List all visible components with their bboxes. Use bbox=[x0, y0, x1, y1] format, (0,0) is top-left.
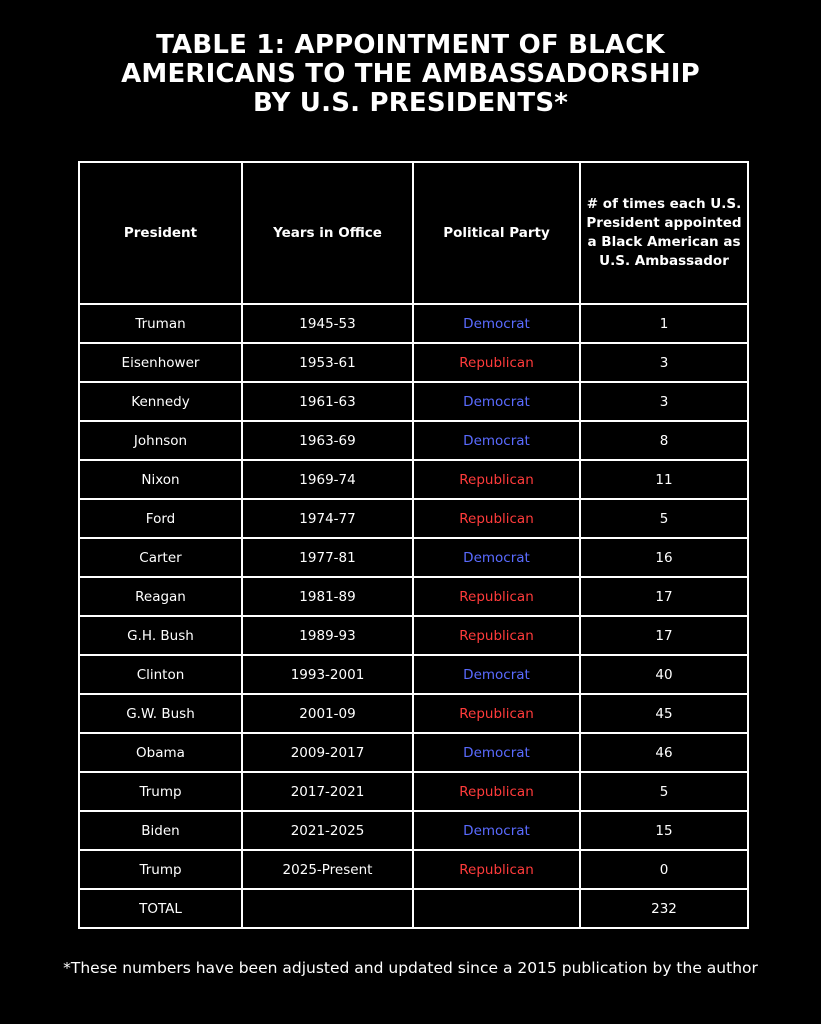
cell-years: 1977-81 bbox=[242, 538, 413, 577]
table-body bbox=[79, 304, 748, 889]
cell-count: 46 bbox=[580, 733, 748, 772]
cell-count: 1 bbox=[580, 304, 748, 343]
table-total-row bbox=[79, 889, 748, 928]
table-row bbox=[79, 304, 748, 343]
title-line-2: AMERICANS TO THE AMBASSADORSHIP bbox=[121, 59, 700, 89]
cell-count: 40 bbox=[580, 655, 748, 694]
cell-party: Democrat bbox=[413, 538, 580, 577]
cell-party: Republican bbox=[413, 577, 580, 616]
cell-president: Reagan bbox=[79, 577, 242, 616]
cell-president: Trump bbox=[79, 772, 242, 811]
cell-count: 16 bbox=[580, 538, 748, 577]
cell-years: 1981-89 bbox=[242, 577, 413, 616]
page-title bbox=[0, 31, 821, 118]
table-row bbox=[79, 655, 748, 694]
cell-party: Democrat bbox=[413, 655, 580, 694]
cell-years: 1993-2001 bbox=[242, 655, 413, 694]
cell-count: 11 bbox=[580, 460, 748, 499]
ambassador-appointments-table bbox=[78, 161, 749, 929]
table-row bbox=[79, 577, 748, 616]
total-label: TOTAL bbox=[79, 889, 242, 928]
cell-president: Kennedy bbox=[79, 382, 242, 421]
table-row bbox=[79, 460, 748, 499]
cell-president: Johnson bbox=[79, 421, 242, 460]
cell-years: 1989-93 bbox=[242, 616, 413, 655]
table-row bbox=[79, 811, 748, 850]
cell-years: 1953-61 bbox=[242, 343, 413, 382]
cell-party: Democrat bbox=[413, 382, 580, 421]
cell-party: Republican bbox=[413, 499, 580, 538]
table-row bbox=[79, 850, 748, 889]
table-row bbox=[79, 772, 748, 811]
table-row bbox=[79, 343, 748, 382]
header-years-in-office: Years in Office bbox=[242, 162, 413, 304]
table-row bbox=[79, 382, 748, 421]
cell-years: 2001-09 bbox=[242, 694, 413, 733]
cell-party: Republican bbox=[413, 343, 580, 382]
cell-count: 3 bbox=[580, 382, 748, 421]
total-count: 232 bbox=[580, 889, 748, 928]
cell-count: 8 bbox=[580, 421, 748, 460]
cell-count: 5 bbox=[580, 499, 748, 538]
cell-party: Republican bbox=[413, 694, 580, 733]
cell-president: Obama bbox=[79, 733, 242, 772]
table-row bbox=[79, 499, 748, 538]
cell-president: Carter bbox=[79, 538, 242, 577]
cell-count: 0 bbox=[580, 850, 748, 889]
cell-years: 2025-Present bbox=[242, 850, 413, 889]
cell-years: 2021-2025 bbox=[242, 811, 413, 850]
header-political-party: Political Party bbox=[413, 162, 580, 304]
cell-years: 2017-2021 bbox=[242, 772, 413, 811]
cell-years: 1963-69 bbox=[242, 421, 413, 460]
total-party bbox=[413, 889, 580, 928]
table-row bbox=[79, 421, 748, 460]
cell-president: Ford bbox=[79, 499, 242, 538]
cell-party: Democrat bbox=[413, 811, 580, 850]
cell-party: Republican bbox=[413, 850, 580, 889]
cell-count: 15 bbox=[580, 811, 748, 850]
cell-president: Clinton bbox=[79, 655, 242, 694]
header-appointment-count: # of times each U.S. President appointed a Black American as U.S. Ambassador bbox=[580, 162, 748, 304]
cell-years: 1961-63 bbox=[242, 382, 413, 421]
cell-party: Democrat bbox=[413, 733, 580, 772]
cell-party: Democrat bbox=[413, 304, 580, 343]
cell-count: 45 bbox=[580, 694, 748, 733]
title-line-1: TABLE 1: APPOINTMENT OF BLACK bbox=[156, 30, 665, 60]
cell-president: G.W. Bush bbox=[79, 694, 242, 733]
cell-president: Eisenhower bbox=[79, 343, 242, 382]
cell-party: Republican bbox=[413, 772, 580, 811]
title-line-3: BY U.S. PRESIDENTS* bbox=[252, 88, 569, 118]
cell-party: Democrat bbox=[413, 421, 580, 460]
footnote: *These numbers have been adjusted and updated since a 2015 publication by the author bbox=[63, 959, 758, 977]
cell-count: 17 bbox=[580, 616, 748, 655]
cell-party: Republican bbox=[413, 460, 580, 499]
cell-years: 1945-53 bbox=[242, 304, 413, 343]
cell-president: Biden bbox=[79, 811, 242, 850]
cell-president: Trump bbox=[79, 850, 242, 889]
total-years bbox=[242, 889, 413, 928]
cell-president: Truman bbox=[79, 304, 242, 343]
table-row bbox=[79, 538, 748, 577]
cell-years: 2009-2017 bbox=[242, 733, 413, 772]
cell-years: 1969-74 bbox=[242, 460, 413, 499]
table-row bbox=[79, 616, 748, 655]
table-row bbox=[79, 733, 748, 772]
table-row bbox=[79, 694, 748, 733]
cell-president: Nixon bbox=[79, 460, 242, 499]
table-header-row bbox=[79, 162, 748, 304]
cell-years: 1974-77 bbox=[242, 499, 413, 538]
cell-count: 17 bbox=[580, 577, 748, 616]
header-president: President bbox=[79, 162, 242, 304]
cell-president: G.H. Bush bbox=[79, 616, 242, 655]
cell-party: Republican bbox=[413, 616, 580, 655]
cell-count: 5 bbox=[580, 772, 748, 811]
cell-count: 3 bbox=[580, 343, 748, 382]
